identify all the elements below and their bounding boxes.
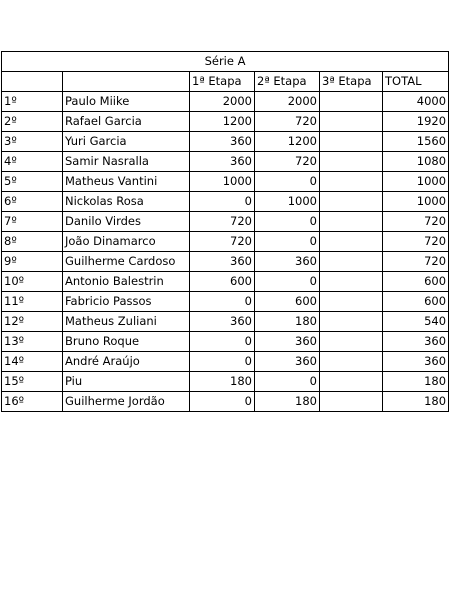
cell-etapa-2: 2000 (255, 92, 320, 112)
header-total: TOTAL (383, 72, 449, 92)
cell-etapa-2: 360 (255, 352, 320, 372)
cell-name: Samir Nasralla (63, 152, 190, 172)
cell-etapa-2: 720 (255, 152, 320, 172)
cell-etapa-1: 360 (190, 312, 255, 332)
cell-etapa-2: 600 (255, 292, 320, 312)
table-row (2, 92, 449, 112)
cell-total: 600 (383, 292, 449, 312)
cell-etapa-1: 0 (190, 332, 255, 352)
cell-etapa-1: 0 (190, 292, 255, 312)
cell-total: 180 (383, 372, 449, 392)
cell-etapa-1: 600 (190, 272, 255, 292)
header-etapa-2: 2ª Etapa (255, 72, 320, 92)
header-row (2, 72, 449, 92)
cell-etapa-3 (320, 252, 383, 272)
cell-etapa-1: 1200 (190, 112, 255, 132)
table-row (2, 112, 449, 132)
cell-etapa-3 (320, 372, 383, 392)
cell-name: Guilherme Jordão (63, 392, 190, 412)
cell-total: 720 (383, 232, 449, 252)
table-row (2, 292, 449, 312)
cell-position: 15º (2, 372, 63, 392)
cell-total: 1920 (383, 112, 449, 132)
cell-position: 8º (2, 232, 63, 252)
table-row (2, 232, 449, 252)
cell-total: 1560 (383, 132, 449, 152)
cell-name: Nickolas Rosa (63, 192, 190, 212)
cell-name: Matheus Zuliani (63, 312, 190, 332)
cell-etapa-1: 720 (190, 232, 255, 252)
table-row (2, 312, 449, 332)
cell-name: Guilherme Cardoso (63, 252, 190, 272)
cell-position: 10º (2, 272, 63, 292)
cell-etapa-1: 0 (190, 392, 255, 412)
cell-etapa-2: 720 (255, 112, 320, 132)
cell-total: 720 (383, 212, 449, 232)
header-etapa-1: 1ª Etapa (190, 72, 255, 92)
cell-position: 2º (2, 112, 63, 132)
cell-etapa-2: 0 (255, 212, 320, 232)
cell-total: 1000 (383, 172, 449, 192)
cell-etapa-1: 360 (190, 132, 255, 152)
cell-total: 360 (383, 352, 449, 372)
table-row (2, 212, 449, 232)
cell-position: 1º (2, 92, 63, 112)
cell-total: 1080 (383, 152, 449, 172)
cell-etapa-3 (320, 132, 383, 152)
cell-etapa-2: 0 (255, 232, 320, 252)
header-position (2, 72, 63, 92)
cell-etapa-3 (320, 232, 383, 252)
cell-etapa-2: 0 (255, 272, 320, 292)
cell-name: Piu (63, 372, 190, 392)
cell-etapa-3 (320, 312, 383, 332)
cell-etapa-2: 180 (255, 392, 320, 412)
table-row (2, 352, 449, 372)
cell-etapa-1: 0 (190, 192, 255, 212)
cell-total: 1000 (383, 192, 449, 212)
cell-name: Fabricio Passos (63, 292, 190, 312)
cell-position: 3º (2, 132, 63, 152)
cell-name: André Araújo (63, 352, 190, 372)
table-title: Série A (2, 52, 449, 72)
cell-total: 540 (383, 312, 449, 332)
cell-etapa-3 (320, 172, 383, 192)
cell-position: 7º (2, 212, 63, 232)
cell-etapa-1: 180 (190, 372, 255, 392)
cell-etapa-2: 180 (255, 312, 320, 332)
cell-etapa-3 (320, 152, 383, 172)
cell-position: 5º (2, 172, 63, 192)
table-row (2, 152, 449, 172)
table-row (2, 132, 449, 152)
table-row (2, 172, 449, 192)
cell-etapa-3 (320, 272, 383, 292)
cell-etapa-2: 0 (255, 372, 320, 392)
cell-name: Paulo Miike (63, 92, 190, 112)
table-row (2, 392, 449, 412)
cell-position: 9º (2, 252, 63, 272)
cell-etapa-3 (320, 292, 383, 312)
cell-total: 180 (383, 392, 449, 412)
cell-etapa-2: 1200 (255, 132, 320, 152)
table-row (2, 372, 449, 392)
ranking-table (1, 51, 449, 412)
cell-etapa-3 (320, 352, 383, 372)
cell-etapa-1: 2000 (190, 92, 255, 112)
header-name (63, 72, 190, 92)
cell-name: Antonio Balestrin (63, 272, 190, 292)
cell-name: Danilo Virdes (63, 212, 190, 232)
cell-name: Rafael Garcia (63, 112, 190, 132)
cell-etapa-1: 0 (190, 352, 255, 372)
cell-position: 13º (2, 332, 63, 352)
table-row (2, 272, 449, 292)
cell-etapa-1: 1000 (190, 172, 255, 192)
cell-etapa-1: 720 (190, 212, 255, 232)
cell-etapa-3 (320, 92, 383, 112)
cell-etapa-3 (320, 112, 383, 132)
cell-total: 4000 (383, 92, 449, 112)
cell-etapa-3 (320, 192, 383, 212)
cell-position: 6º (2, 192, 63, 212)
cell-position: 14º (2, 352, 63, 372)
cell-etapa-3 (320, 332, 383, 352)
cell-total: 720 (383, 252, 449, 272)
cell-etapa-3 (320, 212, 383, 232)
cell-etapa-2: 360 (255, 332, 320, 352)
cell-position: 16º (2, 392, 63, 412)
table-row (2, 332, 449, 352)
header-etapa-3: 3ª Etapa (320, 72, 383, 92)
cell-etapa-1: 360 (190, 252, 255, 272)
cell-etapa-2: 360 (255, 252, 320, 272)
cell-name: Bruno Roque (63, 332, 190, 352)
cell-name: Yuri Garcia (63, 132, 190, 152)
cell-total: 600 (383, 272, 449, 292)
title-row (2, 52, 449, 72)
table-row (2, 252, 449, 272)
cell-etapa-2: 0 (255, 172, 320, 192)
cell-name: João Dinamarco (63, 232, 190, 252)
cell-position: 4º (2, 152, 63, 172)
cell-position: 11º (2, 292, 63, 312)
cell-etapa-1: 360 (190, 152, 255, 172)
ranking-table-body (2, 52, 449, 412)
cell-etapa-3 (320, 392, 383, 412)
cell-name: Matheus Vantini (63, 172, 190, 192)
table-row (2, 192, 449, 212)
cell-total: 360 (383, 332, 449, 352)
cell-position: 12º (2, 312, 63, 332)
cell-etapa-2: 1000 (255, 192, 320, 212)
